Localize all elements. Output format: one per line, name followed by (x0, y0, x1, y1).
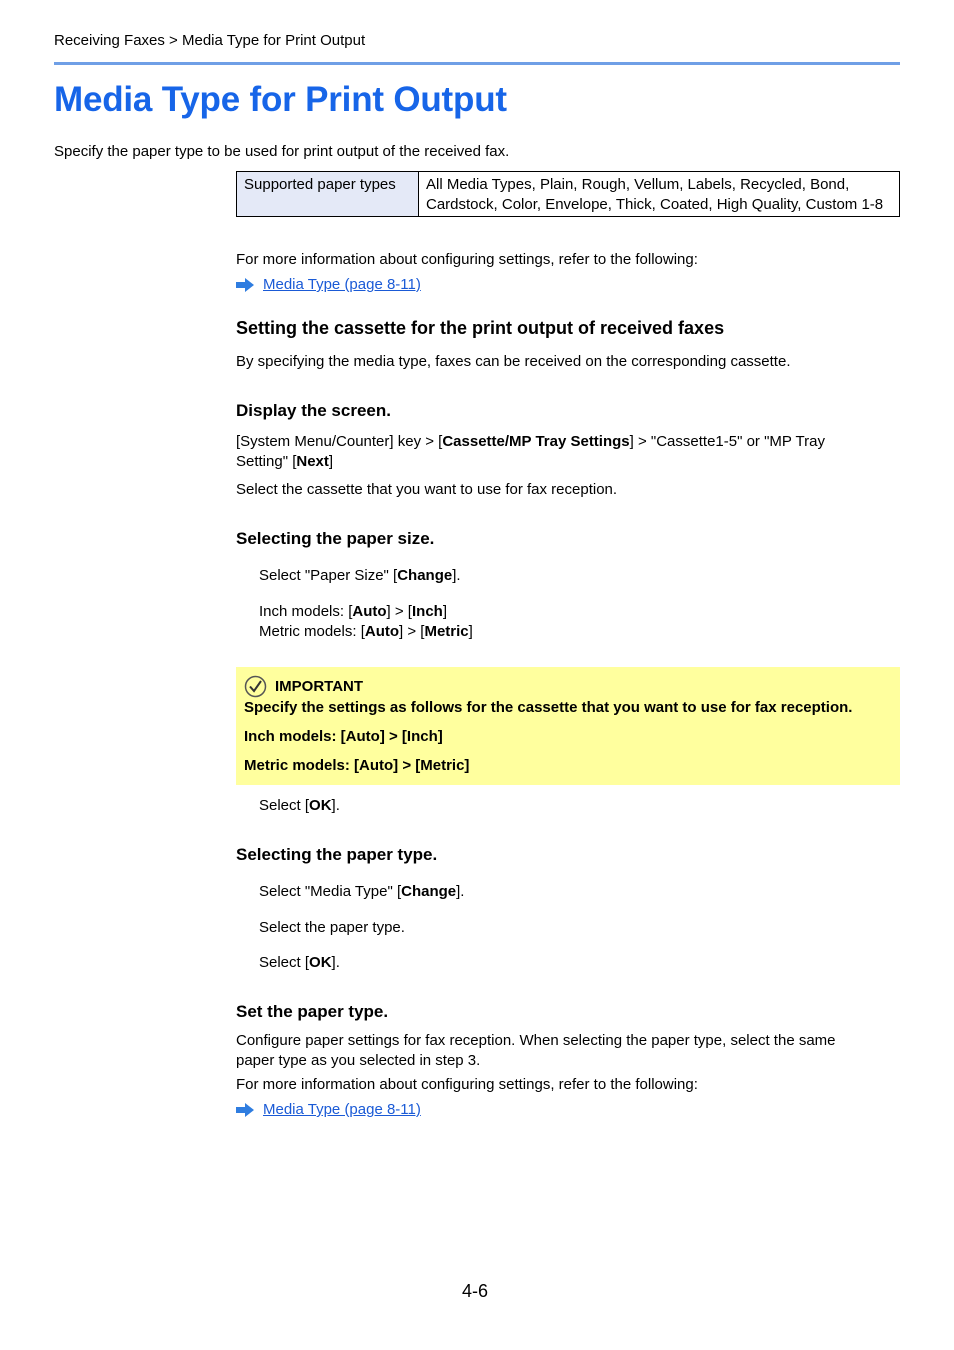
step1-heading: Display the screen. (236, 401, 391, 420)
step4-text: Configure paper settings for fax reception. When selecting the paper type, select the same paper type as you selected in step 3. (236, 1032, 836, 1069)
reference-text: For more information about configuring settings, refer to the following: (236, 251, 698, 268)
step3-substep-2: Select the paper type. (259, 919, 405, 936)
important-line-3: Metric models: [Auto] > [Metric] (244, 757, 470, 774)
step2-heading: Selecting the paper size. (236, 529, 435, 548)
header-rule (54, 62, 900, 65)
section-heading: Setting the cassette for the print output of received faxes (236, 318, 725, 338)
step2-ok: Select [OK]. (259, 797, 340, 814)
step4-heading: Set the paper type. (236, 1002, 389, 1021)
step3-heading: Selecting the paper type. (236, 845, 438, 864)
step3-substep-1: Select "Media Type" [Change]. (259, 883, 465, 900)
arrow-right-icon (236, 1103, 254, 1117)
table-row (237, 172, 900, 217)
page-number: 4-6 (462, 1281, 489, 1301)
step3-substep-3: Select [OK]. (259, 954, 340, 971)
step4-reference-text: For more information about configuring settings, refer to the following: (236, 1076, 698, 1093)
supported-paper-table (236, 171, 900, 217)
table-header-cell: Supported paper types (237, 172, 419, 217)
reference-link-row (236, 276, 421, 293)
media-type-link[interactable]: Media Type (page 8-11) (263, 1101, 421, 1118)
page-title: Media Type for Print Output (54, 80, 507, 119)
media-type-link[interactable]: Media Type (page 8-11) (263, 276, 421, 293)
important-header (244, 675, 363, 698)
important-box (236, 667, 900, 785)
step4-reference-link-row (236, 1101, 421, 1118)
section-intro: By specifying the media type, faxes can be received on the corresponding cassette. (236, 353, 791, 370)
step1-instruction: [System Menu/Counter] key > [Cassette/MP Tray Settings] > "Cassette1-5" or "MP Tray Setting" [Next] (236, 433, 825, 470)
arrow-right-icon (236, 278, 254, 292)
table-value-cell: All Media Types, Plain, Rough, Vellum, Labels, Recycled, Bond, Cardstock, Color, Envelope, Thick, Coated, High Quality, Custom 1-8 (419, 172, 900, 217)
important-label: IMPORTANT (275, 678, 364, 695)
step2-substep-1: Select "Paper Size" [Change]. (259, 567, 461, 584)
check-circle-icon (244, 675, 267, 698)
important-line-2: Inch models: [Auto] > [Inch] (244, 728, 443, 745)
step1-note: Select the cassette that you want to use for fax reception. (236, 481, 618, 498)
intro-text: Specify the paper type to be used for print output of the received fax. (54, 143, 510, 160)
important-line-1: Specify the settings as follows for the cassette that you want to use for fax reception. (244, 699, 853, 716)
step2-models: Inch models: [Auto] > [Inch] Metric models: [Auto] > [Metric] (259, 603, 473, 640)
breadcrumb: Receiving Faxes > Media Type for Print Output (54, 32, 366, 49)
